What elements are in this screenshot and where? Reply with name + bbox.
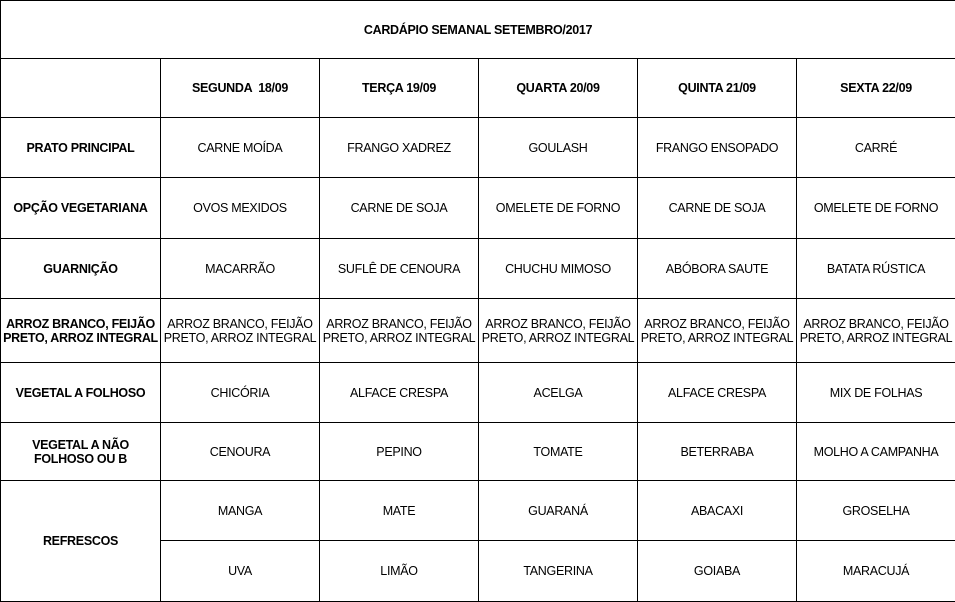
row-label-prato-principal: PRATO PRINCIPAL xyxy=(1,118,161,178)
menu-cell: MOLHO A CAMPANHA xyxy=(797,423,955,481)
row-opcao-vegetariana xyxy=(1,178,955,239)
row-refrescos-1 xyxy=(1,481,955,541)
day-header-row xyxy=(1,59,955,118)
menu-cell: OMELETE DE FORNO xyxy=(797,178,955,239)
menu-cell: OVOS MEXIDOS xyxy=(161,178,320,239)
menu-cell: CARNE DE SOJA xyxy=(638,178,797,239)
menu-cell: CARNE DE SOJA xyxy=(320,178,479,239)
menu-cell: GOIABA xyxy=(638,541,797,602)
menu-cell: BATATA RÚSTICA xyxy=(797,239,955,299)
menu-cell: GOULASH xyxy=(479,118,638,178)
menu-cell: TANGERINA xyxy=(479,541,638,602)
row-vegetal-nao-folhoso xyxy=(1,423,955,481)
menu-cell: ALFACE CRESPA xyxy=(638,363,797,423)
menu-cell: OMELETE DE FORNO xyxy=(479,178,638,239)
menu-cell: CENOURA xyxy=(161,423,320,481)
menu-cell: PEPINO xyxy=(320,423,479,481)
page-title: CARDÁPIO SEMANAL SETEMBRO/2017 xyxy=(1,1,955,59)
menu-cell: ARROZ BRANCO, FEIJÃO PRETO, ARROZ INTEGRAL xyxy=(161,299,320,363)
menu-cell: ABÓBORA SAUTE xyxy=(638,239,797,299)
day-header-quinta: QUINTA 21/09 xyxy=(638,59,797,118)
row-label-arroz: ARROZ BRANCO, FEIJÃO PRETO, ARROZ INTEGRAL xyxy=(1,299,161,363)
menu-cell: CHUCHU MIMOSO xyxy=(479,239,638,299)
menu-cell: ACELGA xyxy=(479,363,638,423)
menu-cell: FRANGO ENSOPADO xyxy=(638,118,797,178)
menu-cell: MATE xyxy=(320,481,479,541)
day-header-sexta: SEXTA 22/09 xyxy=(797,59,955,118)
day-header-segunda: SEGUNDA 18/09 xyxy=(161,59,320,118)
row-label-vegetal-nao-folhoso: VEGETAL A NÃO FOLHOSO OU B xyxy=(1,423,161,481)
corner-cell xyxy=(1,59,161,118)
row-label-vegetal-folhoso: VEGETAL A FOLHOSO xyxy=(1,363,161,423)
menu-cell: BETERRABA xyxy=(638,423,797,481)
menu-cell: MIX DE FOLHAS xyxy=(797,363,955,423)
row-label-guarnicao: GUARNIÇÃO xyxy=(1,239,161,299)
menu-cell: SUFLÊ DE CENOURA xyxy=(320,239,479,299)
row-prato-principal xyxy=(1,118,955,178)
menu-cell: ABACAXI xyxy=(638,481,797,541)
menu-cell: LIMÃO xyxy=(320,541,479,602)
menu-cell: GUARANÁ xyxy=(479,481,638,541)
row-label-refrescos: REFRESCOS xyxy=(1,481,161,602)
menu-cell: MANGA xyxy=(161,481,320,541)
day-header-terca: TERÇA 19/09 xyxy=(320,59,479,118)
menu-cell: FRANGO XADREZ xyxy=(320,118,479,178)
menu-cell: ARROZ BRANCO, FEIJÃO PRETO, ARROZ INTEGRAL xyxy=(479,299,638,363)
menu-cell: CARRÉ xyxy=(797,118,955,178)
menu-cell: MACARRÃO xyxy=(161,239,320,299)
row-label-opcao-vegetariana: OPÇÃO VEGETARIANA xyxy=(1,178,161,239)
title-row xyxy=(1,1,955,59)
menu-cell: ARROZ BRANCO, FEIJÃO PRETO, ARROZ INTEGRAL xyxy=(638,299,797,363)
menu-cell: ARROZ BRANCO, FEIJÃO PRETO, ARROZ INTEGRAL xyxy=(797,299,955,363)
menu-cell: TOMATE xyxy=(479,423,638,481)
day-header-quarta: QUARTA 20/09 xyxy=(479,59,638,118)
row-arroz xyxy=(1,299,955,363)
menu-cell: UVA xyxy=(161,541,320,602)
row-vegetal-folhoso xyxy=(1,363,955,423)
menu-cell: CHICÓRIA xyxy=(161,363,320,423)
row-guarnicao xyxy=(1,239,955,299)
menu-cell: GROSELHA xyxy=(797,481,955,541)
menu-cell: CARNE MOÍDA xyxy=(161,118,320,178)
menu-cell: ALFACE CRESPA xyxy=(320,363,479,423)
menu-cell: ARROZ BRANCO, FEIJÃO PRETO, ARROZ INTEGRAL xyxy=(320,299,479,363)
menu-cell: MARACUJÁ xyxy=(797,541,955,602)
